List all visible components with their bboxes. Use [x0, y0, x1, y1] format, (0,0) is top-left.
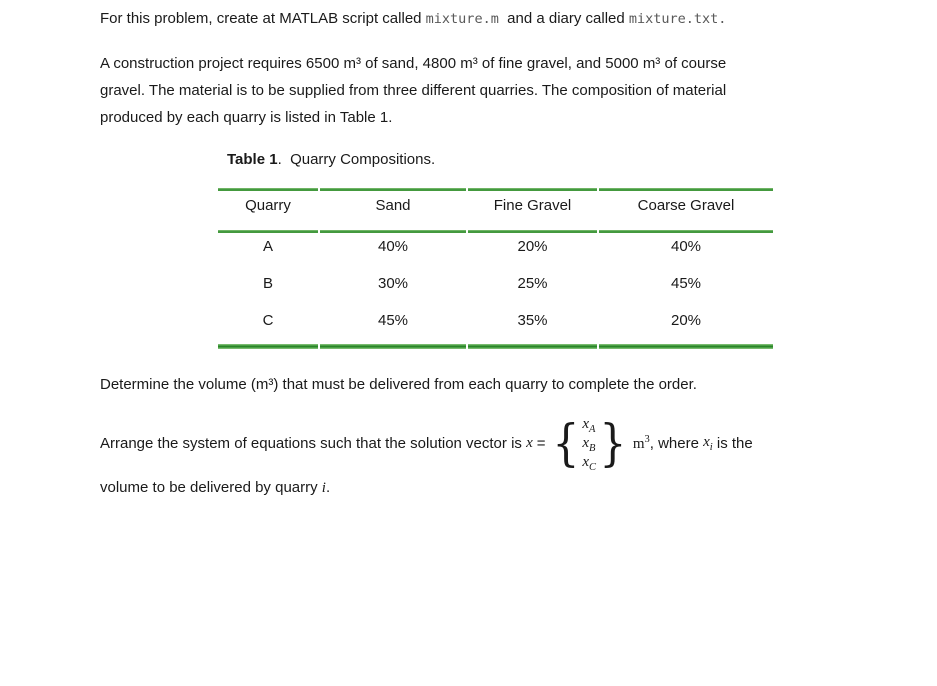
problem-line-3: produced by each quarry is listed in Table 1.: [100, 109, 393, 126]
vector-entry-a: $x_A$: [582, 415, 596, 435]
quarry-compositions-table: [218, 188, 773, 349]
solution-vector-variable: x: [526, 434, 533, 451]
table-row-quarry-b: [218, 270, 773, 292]
cell-coarse-gravel: 20%: [670, 312, 702, 329]
table-caption: [227, 151, 435, 168]
table-border-segment: [320, 344, 466, 349]
header-cell-quarry: Quarry: [245, 197, 291, 214]
header-cell-fine-gravel: Fine Gravel: [493, 197, 572, 214]
table-caption-label: Table 1: [227, 151, 278, 168]
header-cell-sand: Sand: [375, 197, 411, 214]
cell-sand: 30%: [377, 275, 409, 292]
closing-line: [100, 479, 330, 497]
cell-quarry: B: [262, 275, 273, 292]
cell-fine-gravel: 20%: [517, 238, 548, 255]
closing-period: .: [325, 479, 331, 496]
xi-variable: $x_i$: [703, 433, 713, 453]
vector-entry-b: $x_B$: [582, 434, 596, 454]
equation-line: [100, 410, 753, 476]
diary-filename-code: mixture.txt.: [628, 11, 727, 27]
determine-line: Determine the volume (m³) that must be delivered from each quarry to complete the order.: [100, 376, 697, 393]
solution-vector: [581, 415, 597, 472]
closing-text: volume to be delivered by quarry: [100, 479, 322, 496]
script-filename-code: mixture.m: [425, 11, 499, 27]
equation-prefix: Arrange the system of equations such that the solution vector is: [100, 434, 527, 452]
table-caption-text: . Quarry Compositions.: [277, 151, 436, 168]
intro-text-1: For this problem, create at MATLAB script called: [100, 10, 426, 27]
cell-fine-gravel: 35%: [517, 312, 548, 329]
table-header-row: [218, 191, 773, 214]
table-border-segment: [468, 344, 597, 349]
intro-line: [100, 10, 726, 27]
table-border-segment: [218, 344, 318, 349]
header-cell-coarse-gravel: Coarse Gravel: [637, 197, 735, 214]
vector-entry-c: $x_C$: [582, 453, 597, 473]
problem-line-2: gravel. The material is to be supplied from three different quarries. The composition of material: [100, 82, 727, 99]
cubic-meters-unit: $m^3$: [632, 433, 650, 452]
left-brace: {: [551, 413, 579, 472]
cell-quarry: A: [262, 238, 273, 255]
cell-fine-gravel: 25%: [517, 275, 548, 292]
equation-suffix: is the: [712, 434, 753, 452]
quarry-index-variable: i: [321, 480, 326, 496]
problem-line-1: A construction project requires 6500 m³ of sand, 4800 m³ of fine gravel, and 5000 m³ of course: [100, 55, 727, 72]
cell-coarse-gravel: 40%: [670, 238, 702, 255]
table-bottom-border: [218, 344, 773, 349]
equals-sign: =: [536, 434, 546, 452]
cell-sand: 40%: [377, 238, 409, 255]
cell-quarry: C: [262, 312, 274, 329]
cell-sand: 45%: [377, 312, 409, 329]
table-row-quarry-a: [218, 233, 773, 255]
table-border-segment: [599, 344, 773, 349]
equation-where-text: , where: [649, 434, 704, 452]
right-brace: }: [599, 413, 627, 472]
table-row-quarry-c: [218, 307, 773, 329]
intro-text-2: and a diary called: [498, 10, 629, 27]
cell-coarse-gravel: 45%: [670, 275, 702, 292]
problem-paragraph: [100, 50, 726, 131]
